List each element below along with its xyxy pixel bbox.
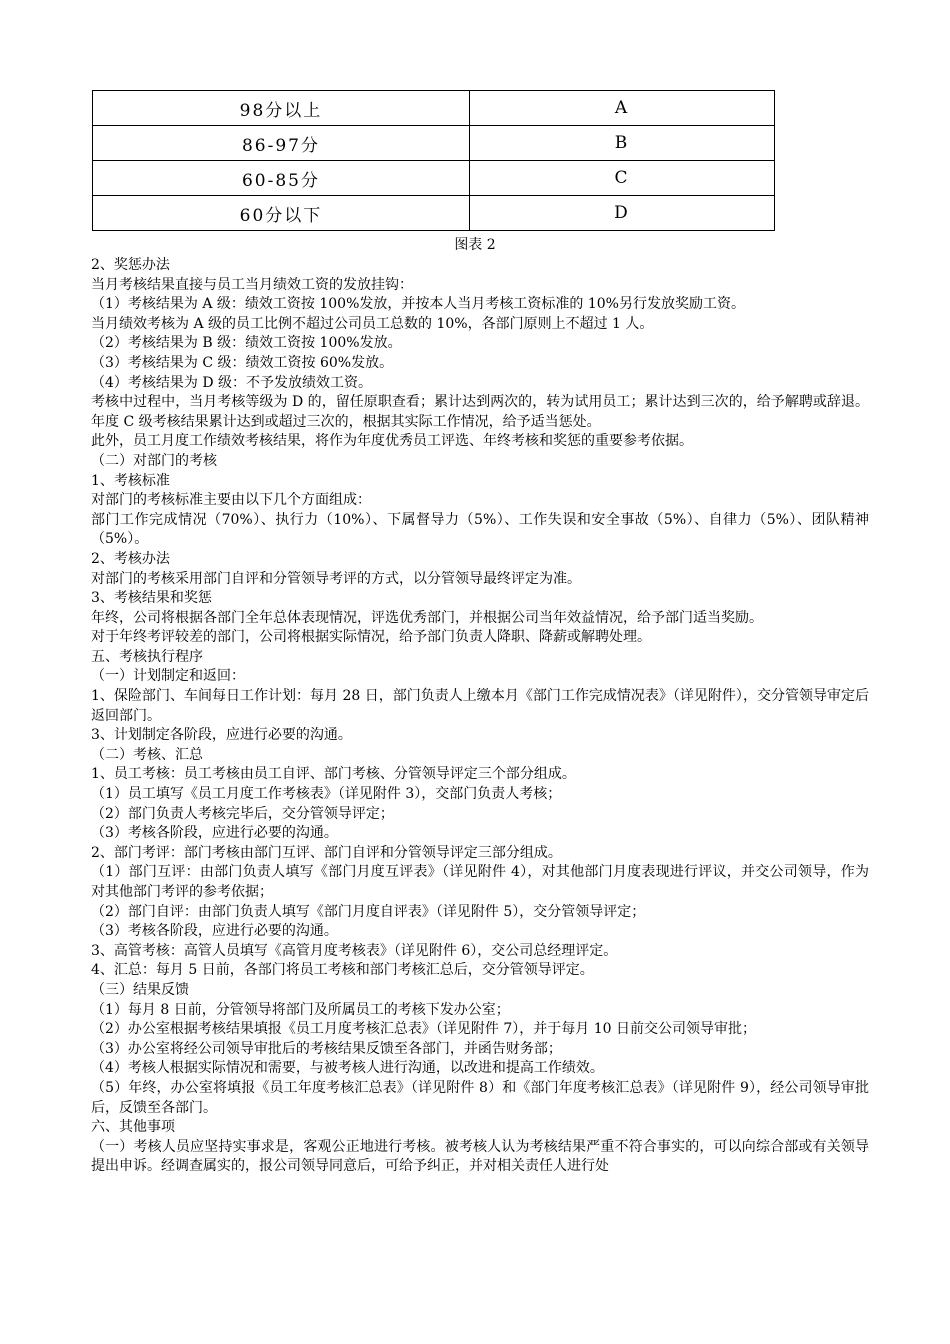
paragraph: （3）考核各阶段，应进行必要的沟通。: [91, 825, 338, 842]
paragraph: 此外，员工月度工作绩效考核结果，将作为年度优秀员工评选、年终考核和奖惩的重要参考依据。: [91, 433, 693, 450]
paragraph: （1）部门互评：由部门负责人填写《部门月度互评表》（详见附件 4），对其他部门月度表现进行评议，并交公司领导，作为对其他部门考评的参考依据；: [91, 864, 869, 900]
grade-cell: D: [470, 196, 775, 231]
paragraph: 2、奖惩办法: [91, 257, 170, 273]
grade-table-row: [93, 161, 775, 196]
grade-table-row: [93, 91, 775, 126]
paragraph: （2）部门自评：由部门负责人填写《部门月度自评表》（详见附件 5），交分管领导评定；: [91, 903, 646, 920]
paragraph: （一）考核人员应坚持实事求是，客观公正地进行考核。被考核人认为考核结果严重不符合事实的，可以向综合部或有关领导提出申诉。经调查属实的，报公司领导同意后，可给予纠正，并对相关责任人进行处: [91, 1138, 869, 1175]
paragraph: 2、部门考评：部门考核由部门互评、部门自评和分管领导评定三部分组成。: [91, 844, 562, 861]
score-range-cell: 60分以下: [93, 196, 470, 231]
score-range-cell: 86-97分: [93, 126, 470, 161]
table-caption: 图表 2: [454, 237, 496, 253]
paragraph: 3、高管考核：高管人员填写《高管月度考核表》（详见附件 6），交公司总经理评定。: [91, 942, 618, 959]
paragraph: 对部门的考核采用部门自评和分管领导考评的方式，以分管领导最终评定为准。: [91, 570, 581, 587]
paragraph: （3）考核各阶段，应进行必要的沟通。: [91, 923, 338, 940]
paragraph: 3、考核结果和奖惩: [91, 590, 212, 607]
grade-cell: A: [470, 91, 775, 126]
grade-cell: B: [470, 126, 775, 161]
paragraph: （2）办公室根据考核结果填报《员工月度考核汇总表》（详见附件 7），并于每月 10 日前交公司领导审批；: [91, 1021, 756, 1038]
paragraph: （3）考核结果为 C 级：绩效工资按 60%发放。: [91, 354, 394, 371]
paragraph: 1、员工考核：员工考核由员工自评、部门考核、分管领导评定三个部分组成。: [91, 766, 576, 783]
document-body: [91, 256, 869, 1177]
paragraph: 1、考核标准: [91, 472, 170, 489]
paragraph: 年终，公司将根据各部门全年总体表现情况，评选优秀部门，并根据公司当年效益情况，给予部门适当奖励。: [91, 609, 763, 626]
paragraph: 当月绩效考核为 A 级的员工比例不超过公司员工总数的 10%，各部门原则上不超过 1 人。: [91, 315, 654, 332]
paragraph: （三）结果反馈: [91, 981, 189, 998]
paragraph: 对部门的考核标准主要由以下几个方面组成：: [91, 492, 371, 509]
paragraph: （5）年终，办公室将填报《员工年度考核汇总表》（详见附件 8）和《部门年度考核汇总表》（详见附件 9），经公司领导审批后，反馈至各部门。: [91, 1079, 869, 1116]
paragraph: （4）考核人根据实际情况和需要，与被考核人进行沟通，以改进和提高工作绩效。: [91, 1060, 604, 1077]
paragraph: 五、考核执行程序: [91, 648, 203, 665]
score-range-cell: 98分以上: [93, 91, 470, 126]
paragraph: （3）办公室将经公司领导审批后的考核结果反馈至各部门，并函告财务部；: [91, 1040, 562, 1057]
grade-table-row: [93, 126, 775, 161]
grade-table-row: [93, 196, 775, 231]
grade-table: [92, 90, 775, 231]
score-range-cell: 60-85分: [93, 161, 470, 196]
paragraph: 4、汇总：每月 5 日前，各部门将员工考核和部门考核汇总后，交分管领导评定。: [91, 962, 594, 979]
grade-cell: C: [470, 161, 775, 196]
paragraph: （4）考核结果为 D 级：不予发放绩效工资。: [91, 374, 373, 391]
paragraph: 2、考核办法: [91, 550, 170, 567]
paragraph: 部门工作完成情况（70%）、执行力（10%）、下属督导力（5%）、工作失误和安全事故（5%）、自律力（5%）、团队精神（5%）。: [91, 511, 869, 548]
paragraph: （一）计划制定和返回：: [91, 668, 245, 685]
paragraph: （1）每月 8 日前，分管领导将部门及所属员工的考核下发办公室；: [91, 1001, 510, 1018]
paragraph: 1、保险部门、车间每日工作计划：每月 28 日，部门负责人上缴本月《部门工作完成情况表》（详见附件），交分管领导审定后返回部门。: [91, 688, 869, 724]
paragraph: （2）部门负责人考核完毕后，交分管领导评定；: [91, 805, 394, 822]
paragraph: （1）考核结果为 A 级：绩效工资按 100%发放，并按本人当月考核工资标准的 10%另行发放奖励工资。: [91, 296, 745, 313]
paragraph: （二）考核、汇总: [91, 746, 203, 763]
paragraph: 对于年终考评较差的部门，公司将根据实际情况，给予部门负责人降职、降薪或解聘处理。: [91, 629, 651, 646]
paragraph: 当月考核结果直接与员工当月绩效工资的发放挂钩：: [91, 276, 413, 293]
paragraph: 六、其他事项: [91, 1119, 175, 1136]
paragraph: 考核中过程中，当月考核等级为 D 的，留任原职查看；累计达到两次的，转为试用员工；累计达到三次的，给予解聘或辞退。年度 C 级考核结果累计达到或超过三次的，根据其实际工作情况，给予适当惩处。: [91, 394, 869, 430]
paragraph: （1）员工填写《员工月度工作考核表》（详见附件 3），交部门负责人考核；: [91, 786, 562, 803]
paragraph: （二）对部门的考核: [91, 452, 217, 469]
grade-table-body: [93, 91, 775, 231]
paragraph: （2）考核结果为 B 级：绩效工资按 100%发放。: [91, 335, 402, 352]
paragraph: 3、计划制定各阶段，应进行必要的沟通。: [91, 727, 352, 744]
